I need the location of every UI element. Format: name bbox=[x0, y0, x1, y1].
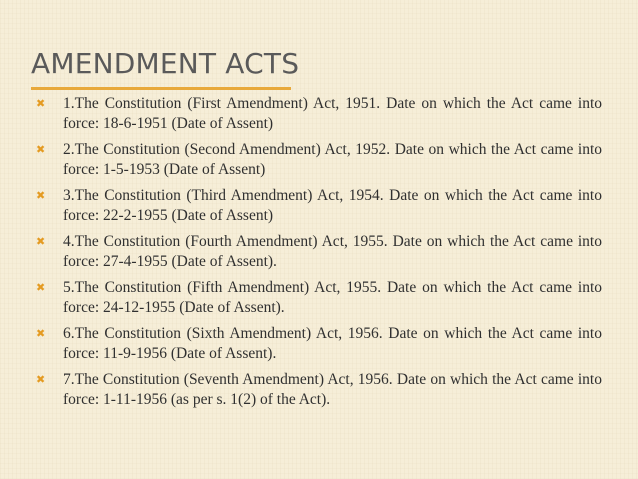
x-mark-icon: ✖ bbox=[36, 373, 46, 386]
list-item-text: 4.The Constitution (Fourth Amendment) Act, 1955. Date on which the Act came into force: 27-4-1955 (Date of Assent). bbox=[63, 233, 602, 270]
x-mark-icon: ✖ bbox=[36, 235, 46, 248]
list-item-text: 3.The Constitution (Third Amendment) Act, 1954. Date on which the Act came into force: 22-2-1955 (Date of Assent) bbox=[63, 187, 602, 224]
list-item-text: 2.The Constitution (Second Amendment) Act, 1952. Date on which the Act came into force: 1-5-1953 (Date of Assent) bbox=[63, 141, 602, 178]
bullet-list bbox=[36, 94, 602, 416]
list-item-text: 7.The Constitution (Seventh Amendment) Act, 1956. Date on which the Act came into force: 1-11-1956 (as per s. 1(2) of the Act). bbox=[63, 371, 602, 408]
list-item bbox=[36, 232, 602, 271]
x-mark-icon: ✖ bbox=[36, 189, 46, 202]
list-item bbox=[36, 278, 602, 317]
x-mark-icon: ✖ bbox=[36, 281, 46, 294]
list-item-text: 1.The Constitution (First Amendment) Act, 1951. Date on which the Act came into force: 18-6-1951 (Date of Assent) bbox=[63, 95, 602, 132]
list-item-text: 5.The Constitution (Fifth Amendment) Act, 1955. Date on which the Act came into force: 24-12-1955 (Date of Assent). bbox=[63, 279, 602, 316]
title-underline bbox=[31, 87, 291, 90]
list-item bbox=[36, 186, 602, 225]
x-mark-icon: ✖ bbox=[36, 143, 46, 156]
list-item bbox=[36, 94, 602, 133]
list-item-text: 6.The Constitution (Sixth Amendment) Act, 1956. Date on which the Act came into force: 11-9-1956 (Date of Assent). bbox=[63, 325, 602, 362]
list-item bbox=[36, 370, 602, 409]
list-item bbox=[36, 324, 602, 363]
slide-title: AMENDMENT ACTS bbox=[31, 47, 300, 80]
x-mark-icon: ✖ bbox=[36, 97, 46, 110]
list-item bbox=[36, 140, 602, 179]
x-mark-icon: ✖ bbox=[36, 327, 46, 340]
